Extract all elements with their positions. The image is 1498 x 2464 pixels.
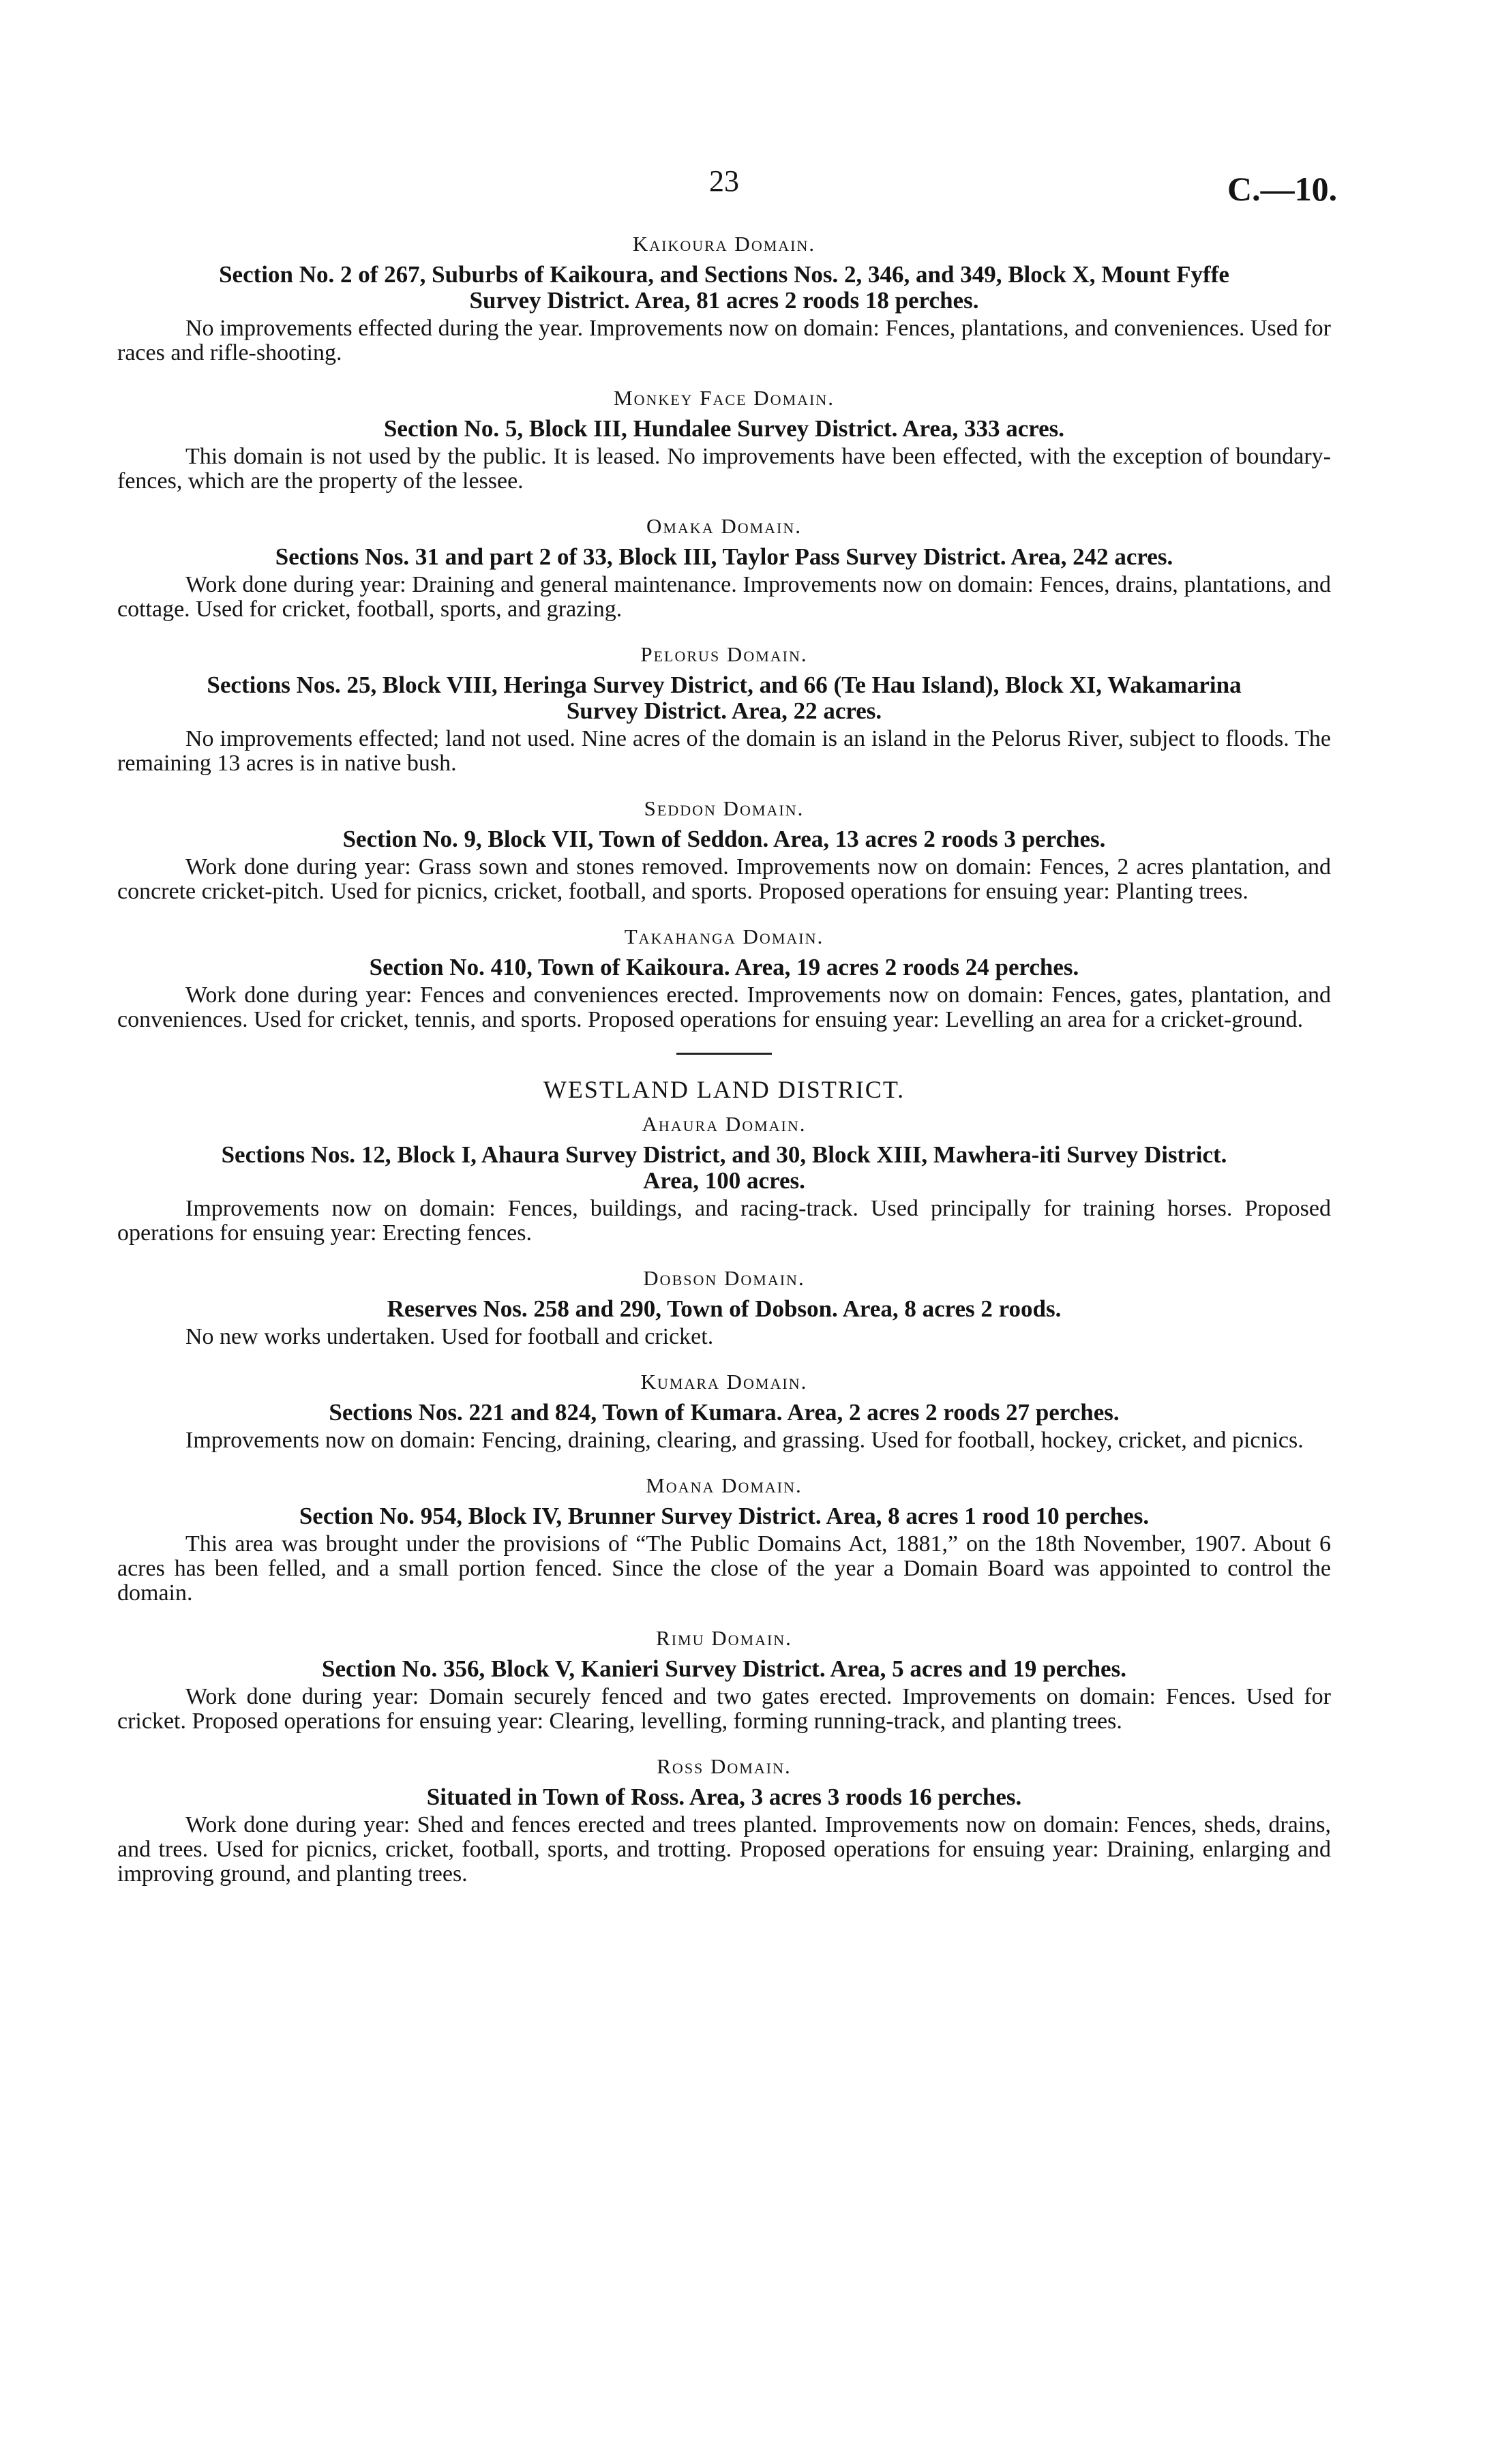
- section-divider: [676, 1053, 772, 1055]
- domain-description: No improvements effected during the year. Improvements now on domain: Fences, plantations, and conveniences. Used for races and rifle-shooting.: [117, 316, 1331, 365]
- domain-section: [117, 796, 1331, 904]
- domain-title: Kumara Domain.: [640, 1370, 808, 1394]
- domain-location: Section No. 5, Block III, Hundalee Survey District. Area, 333 acres.: [383, 415, 1065, 442]
- domain-description: Work done during year: Shed and fences erected and trees planted. Improvements now on domain: Fences, sheds, drains, and trees. Used for picnics, cricket, football, sports, and trotting. Proposed operations for ensuing year: Draining, enlarging and improving ground, and planting trees.: [117, 1812, 1331, 1887]
- domain-title: Takahanga Domain.: [624, 925, 824, 948]
- domain-title: Rimu Domain.: [656, 1626, 792, 1650]
- domain-description: Work done during year: Draining and general maintenance. Improvements now on domain: Fences, drains, plantations, and cottage. Used for cricket, football, sports, and grazing.: [117, 572, 1331, 622]
- westland-sections: [117, 1112, 1331, 1887]
- domain-section: [117, 1626, 1331, 1734]
- domain-location: Sections Nos. 12, Block I, Ahaura Survey District, and 30, Block XIII, Mawhera-iti Survey District. Area, 100 acres.: [221, 1141, 1227, 1194]
- domain-title: Dobson Domain.: [643, 1266, 805, 1290]
- page-number: 23: [709, 164, 739, 198]
- domain-description: This area was brought under the provisions of “The Public Domains Act, 1881,” on the 18th November, 1907. About 6 acres has been felled, and a small portion fenced. Since the close of the year a Domain Board was appointed to control the domain.: [117, 1531, 1331, 1606]
- domain-location: Reserves Nos. 258 and 290, Town of Dobson. Area, 8 acres 2 roods.: [387, 1295, 1062, 1322]
- domain-location: Situated in Town of Ross. Area, 3 acres 3 roods 16 perches.: [426, 1784, 1022, 1810]
- domain-location: Sections Nos. 221 and 824, Town of Kumara. Area, 2 acres 2 roods 27 perches.: [329, 1399, 1120, 1426]
- domain-location: Section No. 9, Block VII, Town of Seddon. Area, 13 acres 2 roods 3 perches.: [342, 826, 1106, 852]
- domain-location: Section No. 2 of 267, Suburbs of Kaikoura, and Sections Nos. 2, 346, and 349, Block X, Mount Fyffe Survey District. Area, 81 acres 2 roods 18 perches.: [219, 261, 1229, 314]
- domain-title: Pelorus Domain.: [640, 642, 808, 666]
- domain-section: [117, 1112, 1331, 1246]
- domain-title: Ahaura Domain.: [642, 1112, 807, 1136]
- domain-description: Work done during year: Fences and conveniences erected. Improvements now on domain: Fences, gates, plantation, and conveniences. Used for cricket, tennis, and sports. Proposed operations for ensuing year: Levelling an area for a cricket-ground.: [117, 982, 1331, 1032]
- domain-description: Improvements now on domain: Fencing, draining, clearing, and grassing. Used for football, hockey, cricket, and picnics.: [185, 1428, 1304, 1453]
- domain-title: Kaikoura Domain.: [632, 232, 816, 256]
- domain-section: [117, 1370, 1331, 1453]
- domain-description: Improvements now on domain: Fences, buildings, and racing-track. Used principally for training horses. Proposed operations for ensuing year: Erecting fences.: [117, 1196, 1331, 1246]
- domain-description: No new works undertaken. Used for football and cricket.: [185, 1324, 714, 1349]
- domain-section: [117, 386, 1331, 494]
- domain-title: Omaka Domain.: [646, 514, 803, 538]
- domain-title: Seddon Domain.: [644, 796, 805, 820]
- domain-description: Work done during year: Grass sown and stones removed. Improvements now on domain: Fences, 2 acres plantation, and concrete cricket-pitch. Used for picnics, cricket, football, and sports. Proposed operations for ensuing year: Planting trees.: [117, 854, 1331, 904]
- domain-location: Section No. 954, Block IV, Brunner Survey District. Area, 8 acres 1 rood 10 perches.: [299, 1503, 1150, 1529]
- domain-section: [117, 1473, 1331, 1606]
- domain-title: Ross Domain.: [657, 1754, 792, 1778]
- domain-location: Section No. 410, Town of Kaikoura. Area, 19 acres 2 roods 24 perches.: [369, 954, 1079, 980]
- domain-location: Section No. 356, Block V, Kanieri Survey District. Area, 5 acres and 19 perches.: [322, 1655, 1126, 1682]
- domain-location: Sections Nos. 25, Block VIII, Heringa Survey District, and 66 (Te Hau Island), Block XI, Wakamarina Survey District. Area, 22 acres.: [207, 672, 1242, 724]
- domain-section: [117, 514, 1331, 622]
- domain-location: Sections Nos. 31 and part 2 of 33, Block III, Taylor Pass Survey District. Area, 242 acres.: [275, 543, 1173, 570]
- domain-description: No improvements effected; land not used. Nine acres of the domain is an island in the Pelorus River, subject to floods. The remaining 13 acres is in native bush.: [117, 726, 1331, 776]
- domain-description: Work done during year: Domain securely fenced and two gates erected. Improvements on domain: Fences. Used for cricket. Proposed operations for ensuing year: Clearing, levelling, forming running-track, and planting trees.: [117, 1684, 1331, 1734]
- district-title: WESTLAND LAND DISTRICT.: [543, 1076, 905, 1103]
- domain-section: [117, 642, 1331, 776]
- page-header: [0, 164, 1498, 211]
- marlborough-sections: [117, 232, 1331, 1032]
- page-content: [117, 232, 1331, 1907]
- domain-title: Moana Domain.: [646, 1473, 803, 1497]
- domain-section: [117, 1754, 1331, 1887]
- domain-section: [117, 925, 1331, 1032]
- domain-section: [117, 232, 1331, 365]
- domain-title: Monkey Face Domain.: [614, 386, 835, 410]
- domain-section: [117, 1266, 1331, 1349]
- domain-description: This domain is not used by the public. It is leased. No improvements have been effected, with the exception of boundary-fences, which are the property of the lessee.: [117, 444, 1331, 494]
- document-code: C.—10.: [1227, 170, 1338, 208]
